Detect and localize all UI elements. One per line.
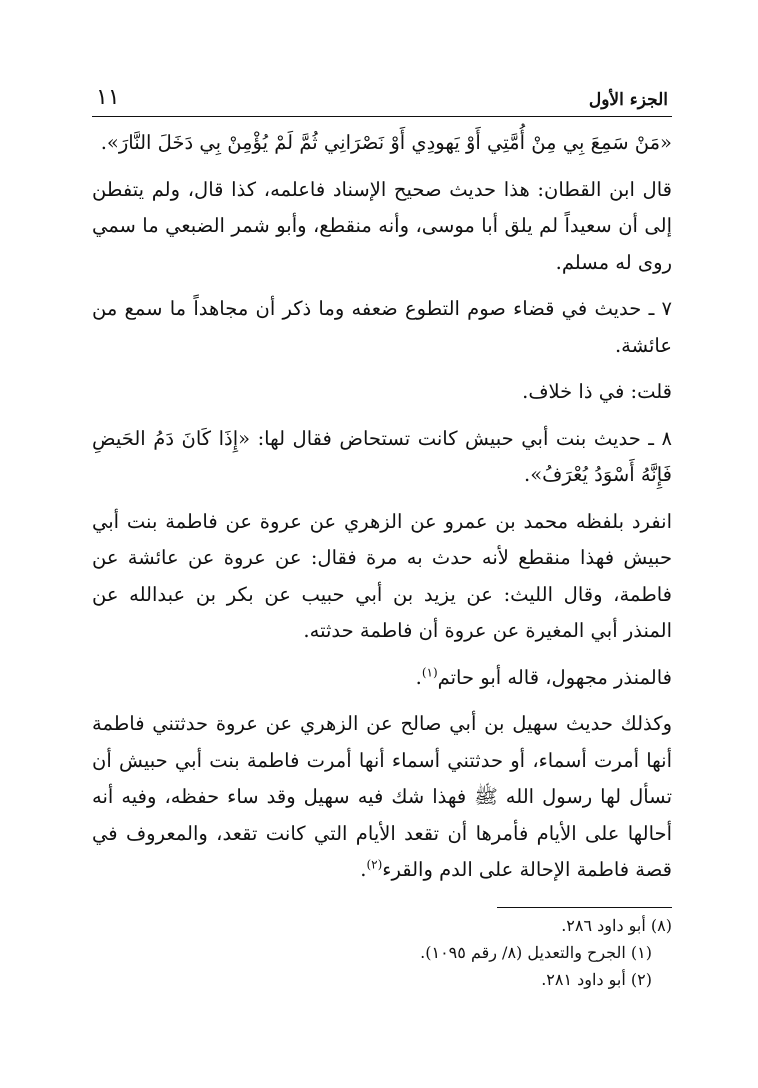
footnote-1: (١) الجرح والتعديل (٨/ رقم ١٠٩٥).	[420, 942, 652, 962]
footnotes	[92, 912, 672, 993]
suhayl-end: .	[360, 858, 367, 881]
suhayl-paragraph	[92, 706, 672, 889]
header-rule	[92, 116, 672, 117]
book-page	[92, 80, 672, 993]
hadith-quote-paragraph: «مَنْ سَمِعَ بِي مِنْ أُمَّتِي أَوْ يَهودِي أَوْ نَصْرَانِي ثُمَّ لَمْ يُؤْمِنْ بِي دَخَلَ النَّارَ».	[100, 131, 672, 154]
main-text	[92, 125, 672, 889]
running-header	[92, 80, 672, 110]
footnote-marker-2: (٢)	[366, 857, 383, 872]
mundhir-end: .	[415, 665, 422, 689]
ibn-qattan-paragraph: قال ابن القطان: هذا حديث صحيح الإسناد فاعلمه، كذا قال، ولم يتفطن إلى أن سعيداً لم يلق أبا موسى، وأنه منقطع، وأبو شمر الضبعي ما سمي روى له مسلم.	[92, 177, 672, 274]
suhayl-text: وكذلك حديث سهيل بن أبي صالح عن الزهري عن عروة حدثتني فاطمة أنها أمرت أسماء، أو حدثتني أسماء أنها أمرت فاطمة بنت أبي حبيش أن تسأل لها رسول الله ﷺ فهذا شك فيه سهيل وقد ساء حفظه، وفيه أنه أحالها على الأيام فأمرها أن تقعد الأيام التي كانت تقعد، والمعروف في قصة فاطمة الإحالة على الدم والقرء	[92, 712, 672, 881]
footnote-8: (٨) أبو داود ٢٨٦.	[561, 915, 672, 935]
footnote-rule	[497, 907, 672, 908]
part-title: الجزء الأول	[588, 90, 668, 110]
hadith-8-paragraph: ٨ ـ حديث بنت أبي حبيش كانت تستحاض فقال لها: «إِذَا كَانَ دَمُ الحَيضِ فَإِنَّهُ أَسْوَدُ يُعْرَفُ».	[92, 426, 672, 486]
hadith-7-paragraph: ٧ ـ حديث في قضاء صوم التطوع ضعفه وما ذكر أن مجاهداً ما سمع من عائشة.	[92, 297, 672, 357]
footnote-marker-1: (١)	[421, 665, 438, 679]
page-number: ١١	[96, 85, 120, 110]
mundhir-text: فالمنذر مجهول، قاله أبو حاتم	[437, 665, 672, 689]
infarada-paragraph: انفرد بلفظه محمد بن عمرو عن الزهري عن عروة عن فاطمة بنت أبي حبيش فهذا منقطع لأنه حدث به مرة فقال: عن عروة عن عائشة عن فاطمة، وقال الليث: عن يزيد بن أبي حبيب عن بكر بن عبدالله عن المنذر أبي المغيرة عن عروة أن فاطمة حدثته.	[92, 509, 672, 642]
footnote-2: (٢) أبو داود ٢٨١.	[541, 969, 652, 989]
mundhir-paragraph	[92, 660, 672, 697]
qultu-paragraph: قلت: في ذا خلاف.	[522, 380, 672, 403]
